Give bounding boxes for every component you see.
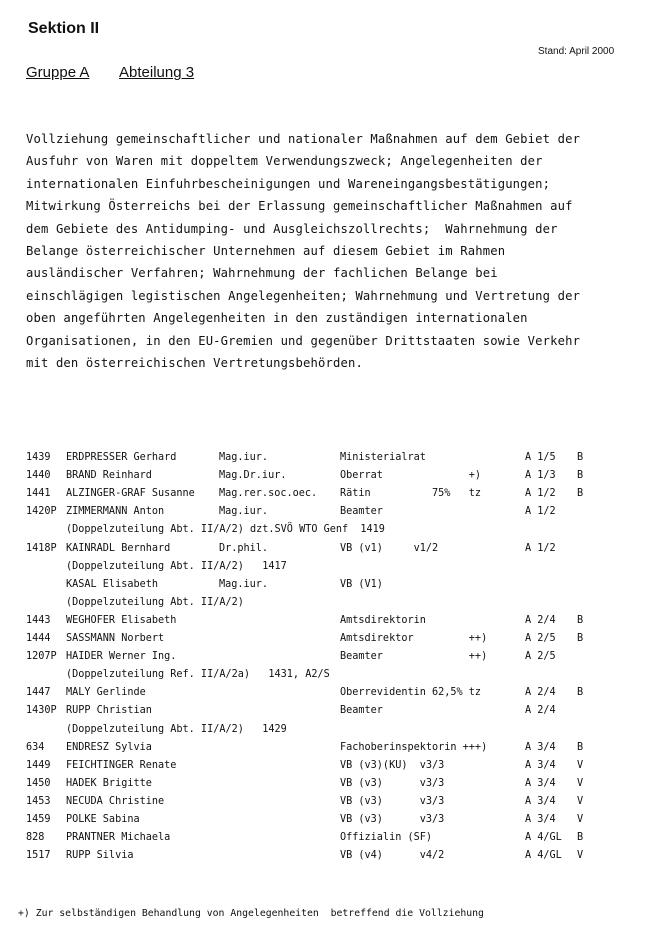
- paragraph-line: internationalen Einfuhrbescheinigungen und Wareneingangsbestätigungen;: [26, 176, 551, 191]
- pay-grade: A 3/4: [525, 759, 556, 771]
- staff-name: ZIMMERMANN Anton: [66, 506, 165, 518]
- staff-row: [0, 687, 648, 705]
- staff-name: WEGHOFER Elisabeth: [66, 614, 177, 626]
- position-title: VB (v3)(KU) v3/3: [340, 759, 445, 771]
- staff-name: RUPP Christian: [66, 705, 152, 717]
- paragraph-line: Belange österreichischer Unternehmen auf diesem Gebiet im Rahmen: [26, 244, 506, 259]
- pay-grade: A 1/2: [525, 542, 556, 554]
- staff-row: [0, 832, 648, 850]
- staff-number: 1441: [26, 488, 51, 500]
- employment-code: V: [577, 795, 584, 807]
- staff-row: [0, 543, 648, 561]
- academic-title: Mag.rer.soc.oec.: [219, 488, 318, 500]
- staff-number: 1453: [26, 795, 51, 807]
- staff-name: NECUDA Christine: [66, 795, 165, 807]
- staff-name: KASAL Elisabeth: [66, 578, 159, 590]
- assignment-note-row: [0, 724, 648, 742]
- assignment-note-row: [0, 597, 648, 615]
- assignment-note: (Doppelzuteilung Ref. II/A/2a) 1431, A2/S: [66, 669, 330, 681]
- staff-row: [0, 760, 648, 778]
- employment-code: V: [577, 777, 584, 789]
- staff-row: [0, 470, 648, 488]
- staff-number: 1459: [26, 814, 51, 825]
- staff-name: PRANTNER Michaela: [66, 832, 171, 844]
- staff-number: 1439: [26, 452, 51, 463]
- staff-name: POLKE Sabina: [66, 814, 140, 825]
- position-title: Rätin 75% tz: [340, 488, 482, 500]
- staff-row: [0, 579, 648, 597]
- position-title: Amtsdirektorin: [340, 614, 426, 626]
- pay-grade: A 3/4: [525, 795, 556, 807]
- employment-code: B: [577, 832, 584, 844]
- staff-name: HADEK Brigitte: [66, 777, 152, 789]
- paragraph-line: oben angeführten Angelegenheiten in den zuständigen internationalen: [26, 311, 528, 326]
- staff-number: 1450: [26, 777, 51, 789]
- position-title: VB (v3) v3/3: [340, 777, 445, 789]
- staff-number: 1443: [26, 614, 51, 626]
- academic-title: Mag.iur.: [219, 452, 269, 463]
- staff-name: KAINRADL Bernhard: [66, 542, 171, 554]
- staff-number: 1444: [26, 633, 51, 644]
- employment-code: V: [577, 850, 584, 862]
- pay-grade: A 3/4: [525, 741, 556, 753]
- staff-name: BRAND Reinhard: [66, 470, 152, 482]
- staff-row: [0, 488, 648, 506]
- group-label: Gruppe A: [26, 64, 90, 81]
- paragraph-line: Mitwirkung Österreichs bei der Erlassung gemeinschaftlicher Maßnahmen auf: [26, 199, 573, 214]
- staff-number: 1207P: [26, 651, 57, 663]
- position-title: VB (v3) v3/3: [340, 814, 445, 825]
- pay-grade: A 2/5: [525, 651, 556, 663]
- staff-row: [0, 506, 648, 524]
- staff-name: HAIDER Werner Ing.: [66, 651, 177, 663]
- staff-row: [0, 814, 648, 832]
- section-title: Sektion II: [28, 20, 100, 37]
- staff-number: 1420P: [26, 506, 57, 518]
- pay-grade: A 3/4: [525, 777, 556, 789]
- staff-name: SASSMANN Norbert: [66, 633, 165, 644]
- pay-grade: A 3/4: [525, 814, 556, 825]
- assignment-note: (Doppelzuteilung Abt. II/A/2) 1429: [66, 723, 287, 735]
- footnote: +) Zur selbständigen Behandlung von Angelegenheiten betreffend die Vollziehung: [18, 908, 484, 919]
- staff-name: MALY Gerlinde: [66, 687, 146, 699]
- assignment-note-row: [0, 561, 648, 579]
- position-title: Fachoberinspektorin +++): [340, 741, 488, 753]
- position-title: Amtsdirektor ++): [340, 633, 488, 644]
- pay-grade: A 4/GL: [525, 832, 562, 844]
- pay-grade: A 2/4: [525, 705, 556, 717]
- staff-row: [0, 796, 648, 814]
- staff-number: 634: [26, 741, 45, 753]
- position-title: Offizialin (SF): [340, 832, 433, 844]
- staff-row: [0, 742, 648, 760]
- employment-code: B: [577, 614, 584, 626]
- staff-name: ALZINGER-GRAF Susanne: [66, 488, 195, 500]
- academic-title: Dr.phil.: [219, 542, 269, 554]
- assignment-note: (Doppelzuteilung Abt. II/A/2): [66, 596, 244, 608]
- pay-grade: A 1/5: [525, 452, 556, 463]
- academic-title: Mag.iur.: [219, 506, 269, 518]
- position-title: Oberrat +): [340, 470, 482, 482]
- paragraph-line: dem Gebiete des Antidumping- und Ausgleichszollrechts; Wahrnehmung der: [26, 221, 558, 236]
- assignment-note-row: [0, 669, 648, 687]
- paragraph-line: mit den österreichischen Vertretungsbehörden.: [26, 356, 363, 371]
- paragraph-line: Ausfuhr von Waren mit doppeltem Verwendungszweck; Angelegenheiten der: [26, 154, 543, 169]
- position-title: VB (v1) v1/2: [340, 542, 439, 554]
- staff-name: ENDRESZ Sylvia: [66, 741, 152, 753]
- employment-code: B: [577, 633, 584, 644]
- employment-code: B: [577, 470, 584, 482]
- staff-row: [0, 452, 648, 470]
- employment-code: B: [577, 452, 584, 463]
- pay-grade: A 1/2: [525, 488, 556, 500]
- position-title: Beamter: [340, 506, 383, 518]
- staff-row: [0, 850, 648, 868]
- position-title: Beamter: [340, 705, 383, 717]
- position-title: Beamter ++): [340, 651, 488, 663]
- status-date: Stand: April 2000: [538, 46, 615, 57]
- employment-code: V: [577, 814, 584, 825]
- department-label: Abteilung 3: [119, 64, 195, 81]
- staff-row: [0, 651, 648, 669]
- pay-grade: A 2/4: [525, 614, 556, 626]
- pay-grade: A 1/2: [525, 506, 556, 518]
- staff-number: 1517: [26, 850, 51, 862]
- staff-row: [0, 778, 648, 796]
- position-title: Ministerialrat: [340, 452, 426, 463]
- staff-name: FEICHTINGER Renate: [66, 759, 177, 771]
- assignment-note-row: [0, 524, 648, 542]
- position-title: VB (v4) v4/2: [340, 850, 445, 862]
- assignment-note: (Doppelzuteilung Abt. II/A/2) dzt.SVÖ WTO Genf 1419: [66, 524, 385, 536]
- assignment-note: (Doppelzuteilung Abt. II/A/2) 1417: [66, 560, 287, 572]
- employment-code: B: [577, 687, 584, 699]
- pay-grade: A 2/4: [525, 687, 556, 699]
- position-title: Oberrevidentin 62,5% tz: [340, 687, 482, 699]
- employment-code: V: [577, 759, 584, 771]
- staff-number: 1418P: [26, 542, 57, 554]
- academic-title: Mag.Dr.iur.: [219, 470, 287, 482]
- staff-name: RUPP Silvia: [66, 850, 134, 862]
- employment-code: B: [577, 488, 584, 500]
- position-title: VB (v3) v3/3: [340, 795, 445, 807]
- position-title: VB (V1): [340, 578, 383, 590]
- staff-number: 1430P: [26, 705, 57, 717]
- academic-title: Mag.iur.: [219, 578, 269, 590]
- paragraph-line: Organisationen, in den EU-Gremien und gegenüber Drittstaaten sowie Verkehr: [26, 333, 581, 348]
- pay-grade: A 4/GL: [525, 850, 562, 862]
- staff-number: 1440: [26, 470, 51, 482]
- paragraph-line: ausländischer Verfahren; Wahrnehmung der fachlichen Belange bei: [26, 266, 498, 281]
- paragraph-line: einschlägigen legistischen Angelegenheiten; Wahrnehmung und Vertretung der: [26, 288, 581, 303]
- staff-row: [0, 633, 648, 651]
- staff-number: 1447: [26, 687, 51, 699]
- pay-grade: A 2/5: [525, 633, 556, 644]
- employment-code: B: [577, 741, 584, 753]
- staff-name: ERDPRESSER Gerhard: [66, 452, 177, 463]
- responsibilities-paragraph: [26, 128, 638, 374]
- staff-number: 1449: [26, 759, 51, 771]
- staff-row: [0, 615, 648, 633]
- staff-number: 828: [26, 832, 45, 844]
- staff-row: [0, 705, 648, 723]
- paragraph-line: Vollziehung gemeinschaftlicher und nationaler Maßnahmen auf dem Gebiet der: [26, 132, 581, 146]
- pay-grade: A 1/3: [525, 470, 556, 482]
